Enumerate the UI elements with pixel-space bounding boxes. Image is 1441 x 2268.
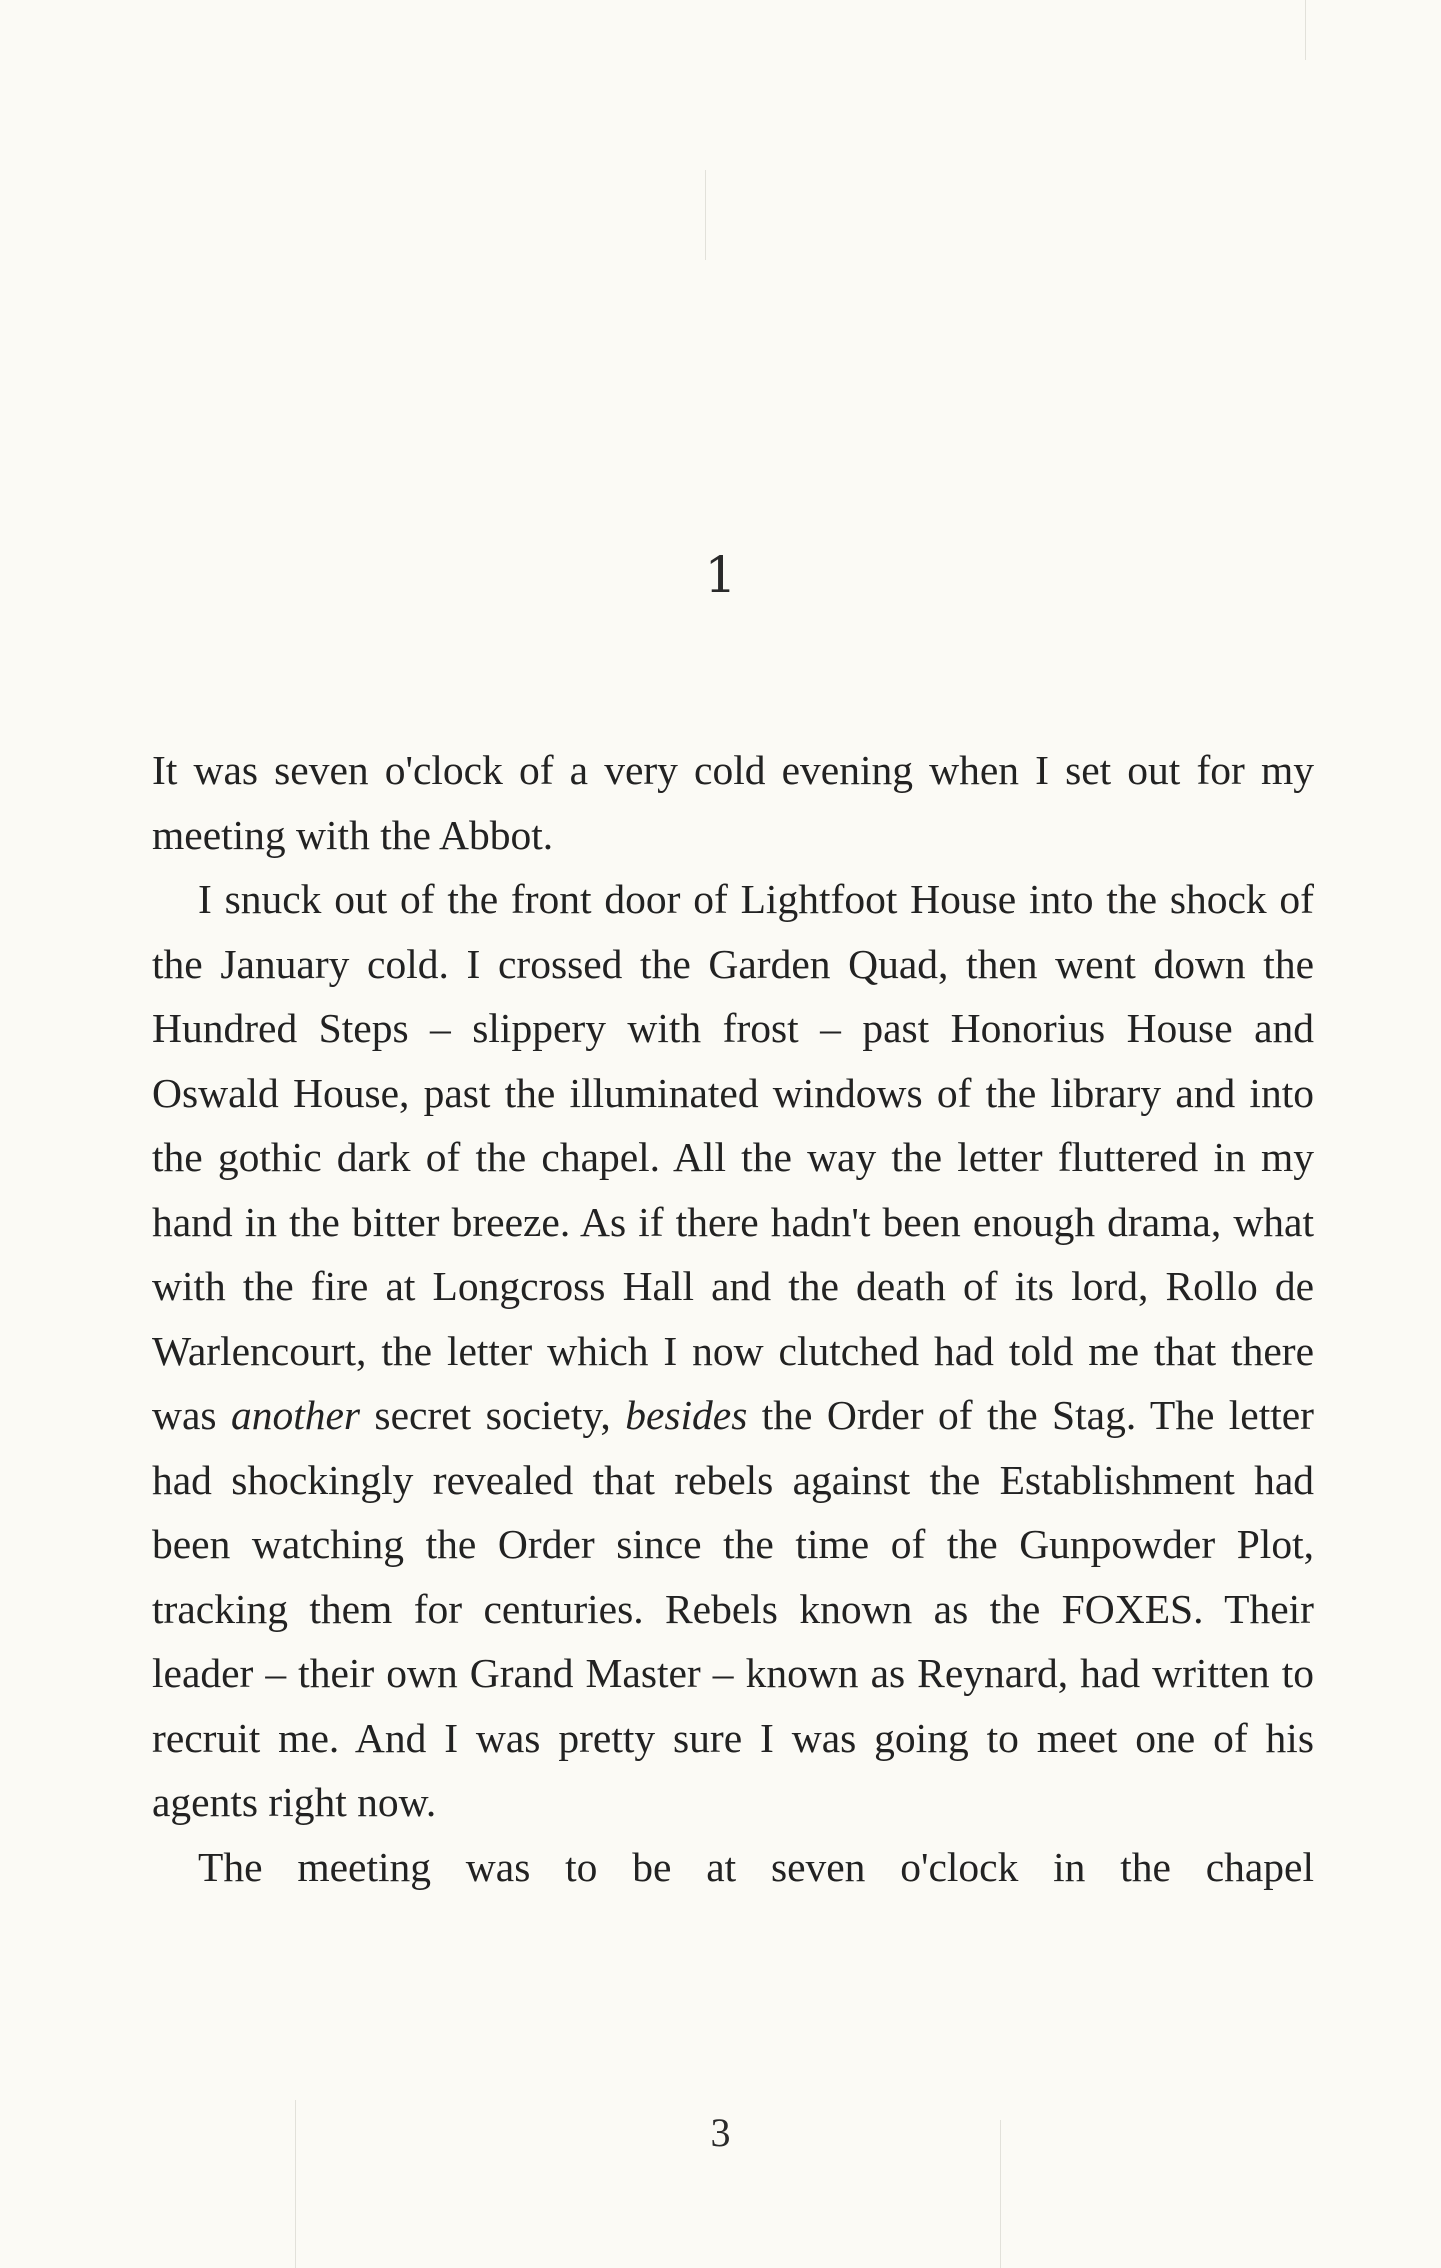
- paragraph-1: [152, 738, 1314, 867]
- scan-artifact-line: [1305, 0, 1306, 60]
- paragraph-3-text: The meeting was to be at seven o'clock in the chapel: [198, 1843, 1314, 1890]
- paragraph-1-text: It was seven o'clock of a very cold evening when I set out for my meeting with the Abbot.: [152, 747, 1314, 858]
- chapter-body: [152, 738, 1314, 1899]
- paragraph-2-text-b: secret society,: [360, 1392, 626, 1438]
- paragraph-2-text-c: the Order of the Stag. The letter had shockingly revealed that rebels against the Establishment had been watching the Order since the time of the Gunpowder Plot, tracking them for centuries. Rebels known as the FOXES. Their leader – their own Grand Master – known as Reynard, had written to recruit me. And I was pretty sure I was going to meet one of his agents right now.: [152, 1392, 1314, 1825]
- paragraph-2-emphasis-besides: besides: [625, 1392, 748, 1438]
- chapter-number: 1: [704, 546, 737, 604]
- scan-artifact-line: [705, 170, 706, 260]
- paragraph-2-emphasis-another: another: [230, 1392, 361, 1438]
- page-number: 3: [710, 2110, 731, 2155]
- paragraph-3: [152, 1835, 1314, 1900]
- paragraph-2: [152, 867, 1314, 1835]
- paragraph-2-text-a: I snuck out of the front door of Lightfoot House into the shock of the January cold. I crossed the Garden Quad, then went down the Hundred Steps – slippery with frost – past Honorius House and Oswald House, past the illuminated windows of the library and into the gothic dark of the chapel. All the way the letter fluttered in my hand in the bitter breeze. As if there hadn't been enough drama, what with the fire at Longcross Hall and the death of its lord, Rollo de Warlencourt, the letter which I now clutched had told me that there was: [152, 876, 1314, 1438]
